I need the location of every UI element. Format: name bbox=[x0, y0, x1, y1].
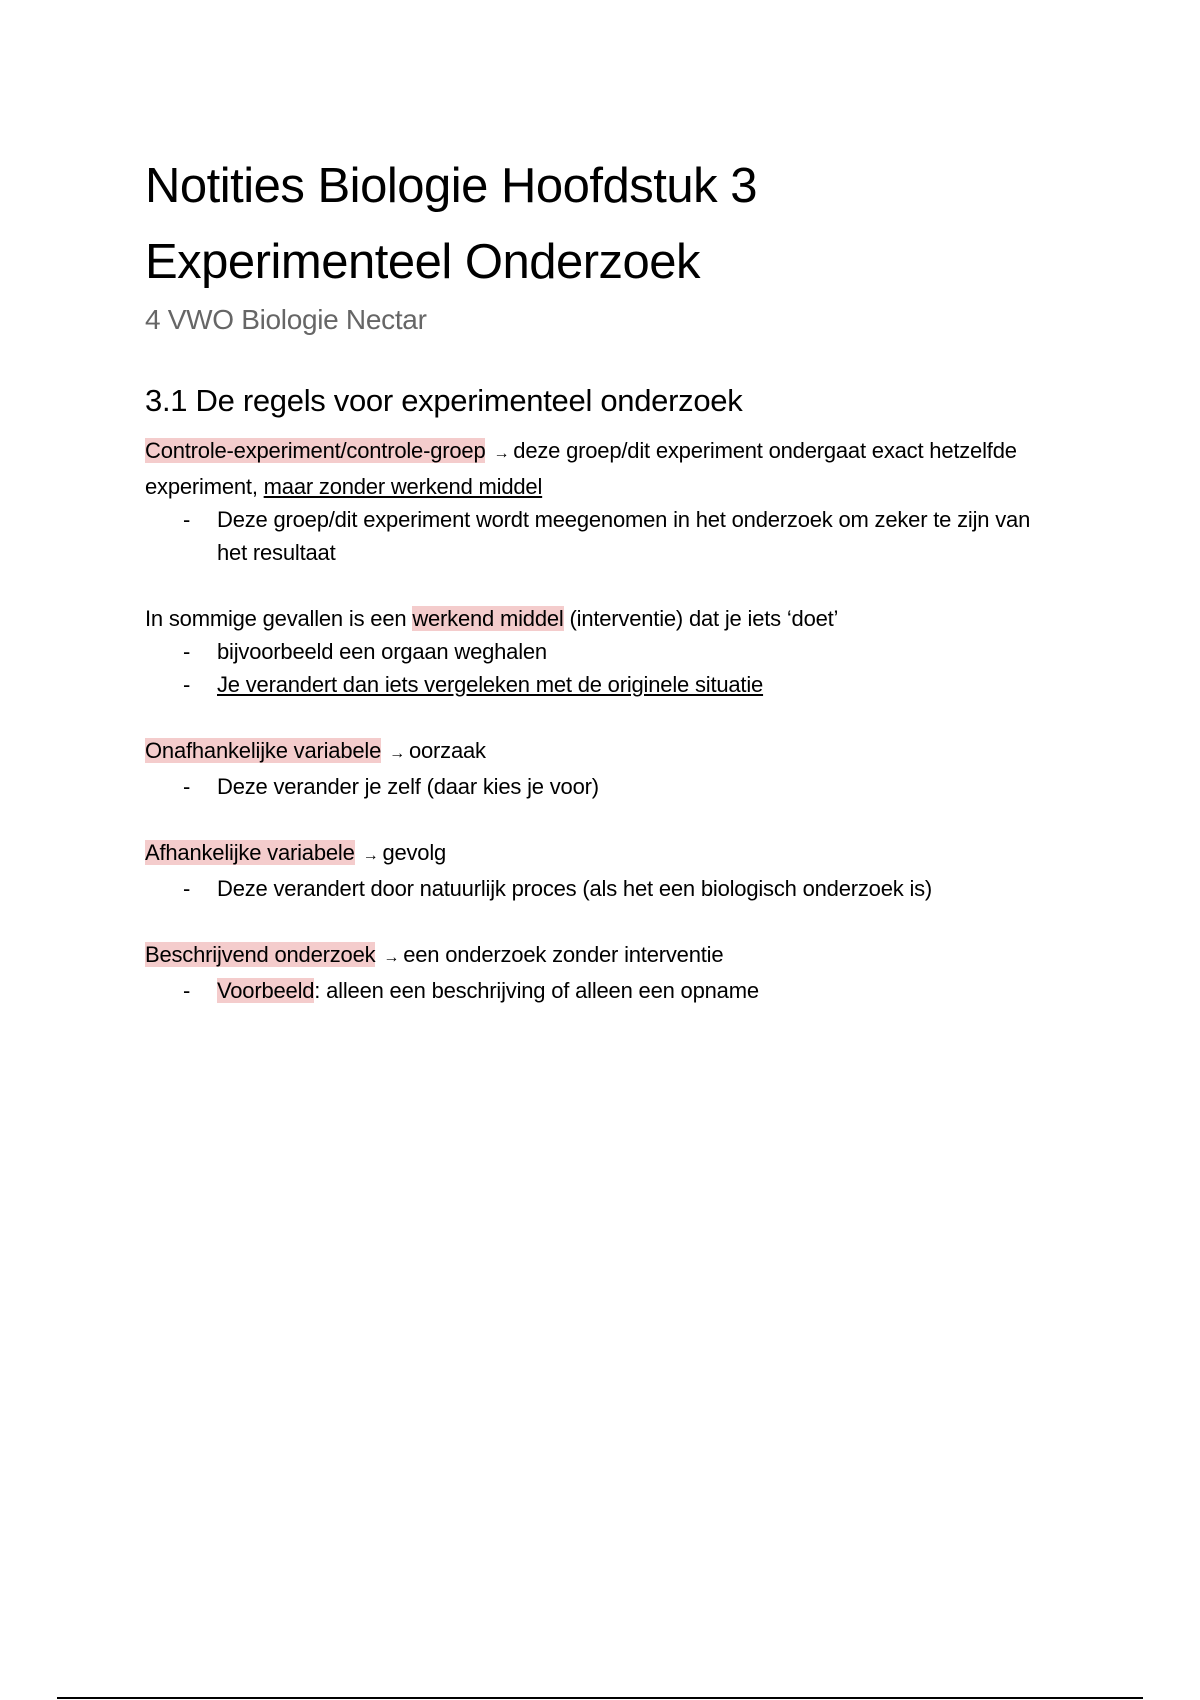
dash-bullet-icon: - bbox=[183, 774, 191, 799]
afhankelijk-block bbox=[145, 836, 1045, 905]
werkend-bullets bbox=[145, 635, 1045, 701]
onafhankelijk-term: Onafhankelijke variabele bbox=[145, 738, 382, 763]
controle-term: Controle-experiment/controle-groep bbox=[145, 438, 486, 463]
list-item bbox=[145, 503, 1045, 569]
beschrijvend-block bbox=[145, 938, 1045, 1007]
section-heading: 3.1 De regels voor experimenteel onderzoek bbox=[145, 383, 743, 418]
list-item-text: Deze verander je zelf (daar kies je voor) bbox=[217, 774, 599, 799]
list-item bbox=[145, 668, 1045, 701]
beschrijvend-term: Beschrijvend onderzoek bbox=[145, 942, 376, 967]
werkend-block bbox=[145, 602, 1045, 701]
list-item bbox=[145, 635, 1045, 668]
list-item-text: Deze groep/dit experiment wordt meegenomen in het onderzoek om zeker te zijn van het resultaat bbox=[217, 507, 1031, 565]
title-line-2: Experimenteel Onderzoek bbox=[145, 235, 701, 289]
list-item bbox=[145, 872, 1045, 905]
werkend-text-before: In sommige gevallen is een bbox=[145, 606, 413, 631]
list-item-text: Je verandert dan iets vergeleken met de originele situatie bbox=[217, 672, 764, 697]
controle-underlined-text: maar zonder werkend middel bbox=[263, 474, 543, 499]
arrow-icon: → bbox=[389, 745, 405, 762]
onafhankelijk-text: oorzaak bbox=[408, 738, 486, 763]
voorbeeld-term: Voorbeeld bbox=[217, 978, 315, 1003]
document-page bbox=[145, 148, 1045, 1040]
werkend-definition bbox=[145, 602, 1045, 635]
beschrijvend-text: een onderzoek zonder interventie bbox=[403, 942, 724, 967]
dash-bullet-icon: - bbox=[183, 876, 191, 901]
dash-bullet-icon: - bbox=[183, 672, 191, 697]
title-line-1: Notities Biologie Hoofdstuk 3 bbox=[145, 159, 757, 213]
list-item-text: bijvoorbeeld een orgaan weghalen bbox=[217, 639, 547, 664]
beschrijvend-definition bbox=[145, 938, 1045, 974]
controle-bullets bbox=[145, 503, 1045, 569]
document-subtitle: 4 VWO Biologie Nectar bbox=[145, 304, 427, 335]
afhankelijk-term: Afhankelijke variabele bbox=[145, 840, 355, 865]
list-item bbox=[145, 770, 1045, 803]
onafhankelijk-block bbox=[145, 734, 1045, 803]
arrow-icon: → bbox=[362, 847, 379, 864]
afhankelijk-bullets bbox=[145, 872, 1045, 905]
controle-definition bbox=[145, 434, 1045, 503]
list-item-text: Deze verandert door natuurlijk proces (als het een biologisch onderzoek is) bbox=[217, 876, 933, 901]
page-bottom-rule bbox=[57, 1697, 1143, 1699]
werkend-text-after: (interventie) dat je iets ‘doet’ bbox=[563, 606, 839, 631]
list-item-text: : alleen een beschrijving of alleen een opname bbox=[314, 978, 759, 1003]
document-title bbox=[145, 148, 1045, 300]
beschrijvend-bullets bbox=[145, 974, 1045, 1007]
arrow-icon: → bbox=[383, 949, 400, 966]
list-item bbox=[145, 974, 1045, 1007]
onafhankelijk-definition bbox=[145, 734, 1045, 770]
afhankelijk-definition bbox=[145, 836, 1045, 872]
arrow-icon: → bbox=[493, 445, 510, 462]
onafhankelijk-bullets bbox=[145, 770, 1045, 803]
dash-bullet-icon: - bbox=[183, 507, 191, 532]
dash-bullet-icon: - bbox=[183, 978, 191, 1003]
afhankelijk-text: gevolg bbox=[382, 840, 447, 865]
werkend-term: werkend middel bbox=[412, 606, 564, 631]
controle-block bbox=[145, 434, 1045, 569]
dash-bullet-icon: - bbox=[183, 639, 191, 664]
controle-text: deze groep/dit experiment ondergaat exact hetzelfde experiment, bbox=[145, 438, 1017, 499]
